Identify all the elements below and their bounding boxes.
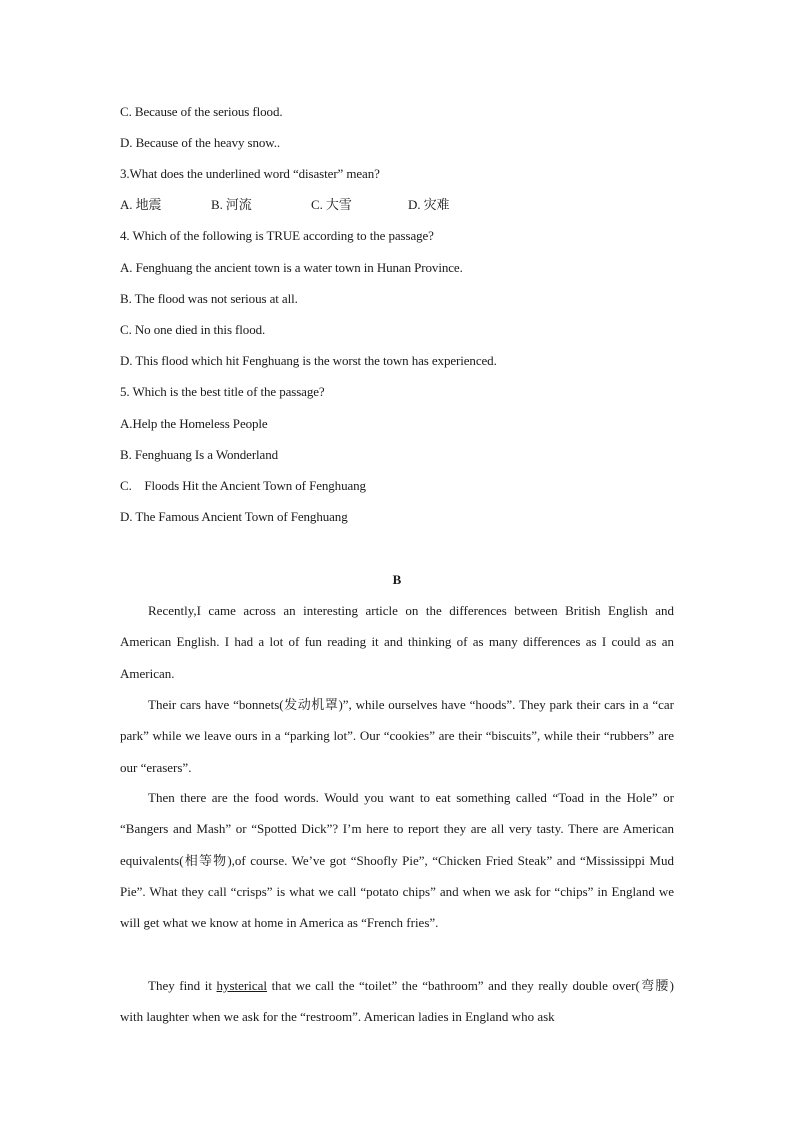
q4-option-c: C. No one died in this flood.	[120, 322, 266, 337]
paragraph-4-rest: that we call the “toilet” the “bathroom” and they really double over(弯腰) with laughter when we ask for the “restroom”. American ladies in England who ask	[120, 978, 674, 1025]
q5-option-c: C. Floods Hit the Ancient Town of Fenghuang	[120, 478, 366, 493]
passage-paragraph-1: Recently,I came across an interesting article on the differences between British English and American English. I had a lot of fun reading it and thinking of as many differences as I could as an American.	[120, 603, 674, 681]
passage-paragraph-4	[120, 970, 674, 1033]
q5-option-a: A.Help the Homeless People	[120, 416, 268, 431]
passage-paragraph-2: Their cars have “bonnets(发动机罩)”, while ourselves have “hoods”. They park their cars in a “car park” while we leave ours in a “parking lot”. Our “cookies” are their “biscuits”, while their “rubbers” are our “erasers”.	[120, 697, 674, 775]
q4-stem: 4. Which of the following is TRUE according to the passage?	[120, 228, 434, 243]
paragraph-4-lead: They find it	[148, 978, 217, 993]
q3-option-c: C. 大雪	[311, 197, 352, 212]
q3-options	[120, 197, 674, 213]
q4-option-b: B. The flood was not serious at all.	[120, 291, 298, 306]
passage-paragraph-3: Then there are the food words. Would you want to eat something called “Toad in the Hole” or “Bangers and Mash” or “Spotted Dick”? I’m here to report they are all very tasty. There are American equivalents(相等物),of course. We’ve got “Shoofly Pie”, “Chicken Fried Steak” and “Mississippi Mud Pie”. What they call “crisps” is what we call “potato chips” and when we ask for “chips” in England we will get what we know at home in America as “French fries”.	[120, 790, 674, 931]
section-heading: B	[392, 572, 402, 587]
q3-option-d: D. 灾难	[408, 197, 450, 212]
q4-option-d: D. This flood which hit Fenghuang is the worst the town has experienced.	[120, 353, 497, 368]
q2-option-d: D. Because of the heavy snow..	[120, 135, 281, 150]
q4-option-a: A. Fenghuang the ancient town is a water town in Hunan Province.	[120, 260, 463, 275]
q5-stem: 5. Which is the best title of the passage?	[120, 384, 325, 399]
q2-option-c: C. Because of the serious flood.	[120, 104, 283, 119]
q3-option-a: A. 地震	[120, 197, 162, 212]
q3-option-b: B. 河流	[211, 197, 252, 212]
underlined-word: hysterical	[216, 978, 268, 993]
q5-option-b: B. Fenghuang Is a Wonderland	[120, 447, 279, 462]
q5-option-d: D. The Famous Ancient Town of Fenghuang	[120, 509, 348, 524]
q3-stem: 3.What does the underlined word “disaster” mean?	[120, 166, 380, 181]
